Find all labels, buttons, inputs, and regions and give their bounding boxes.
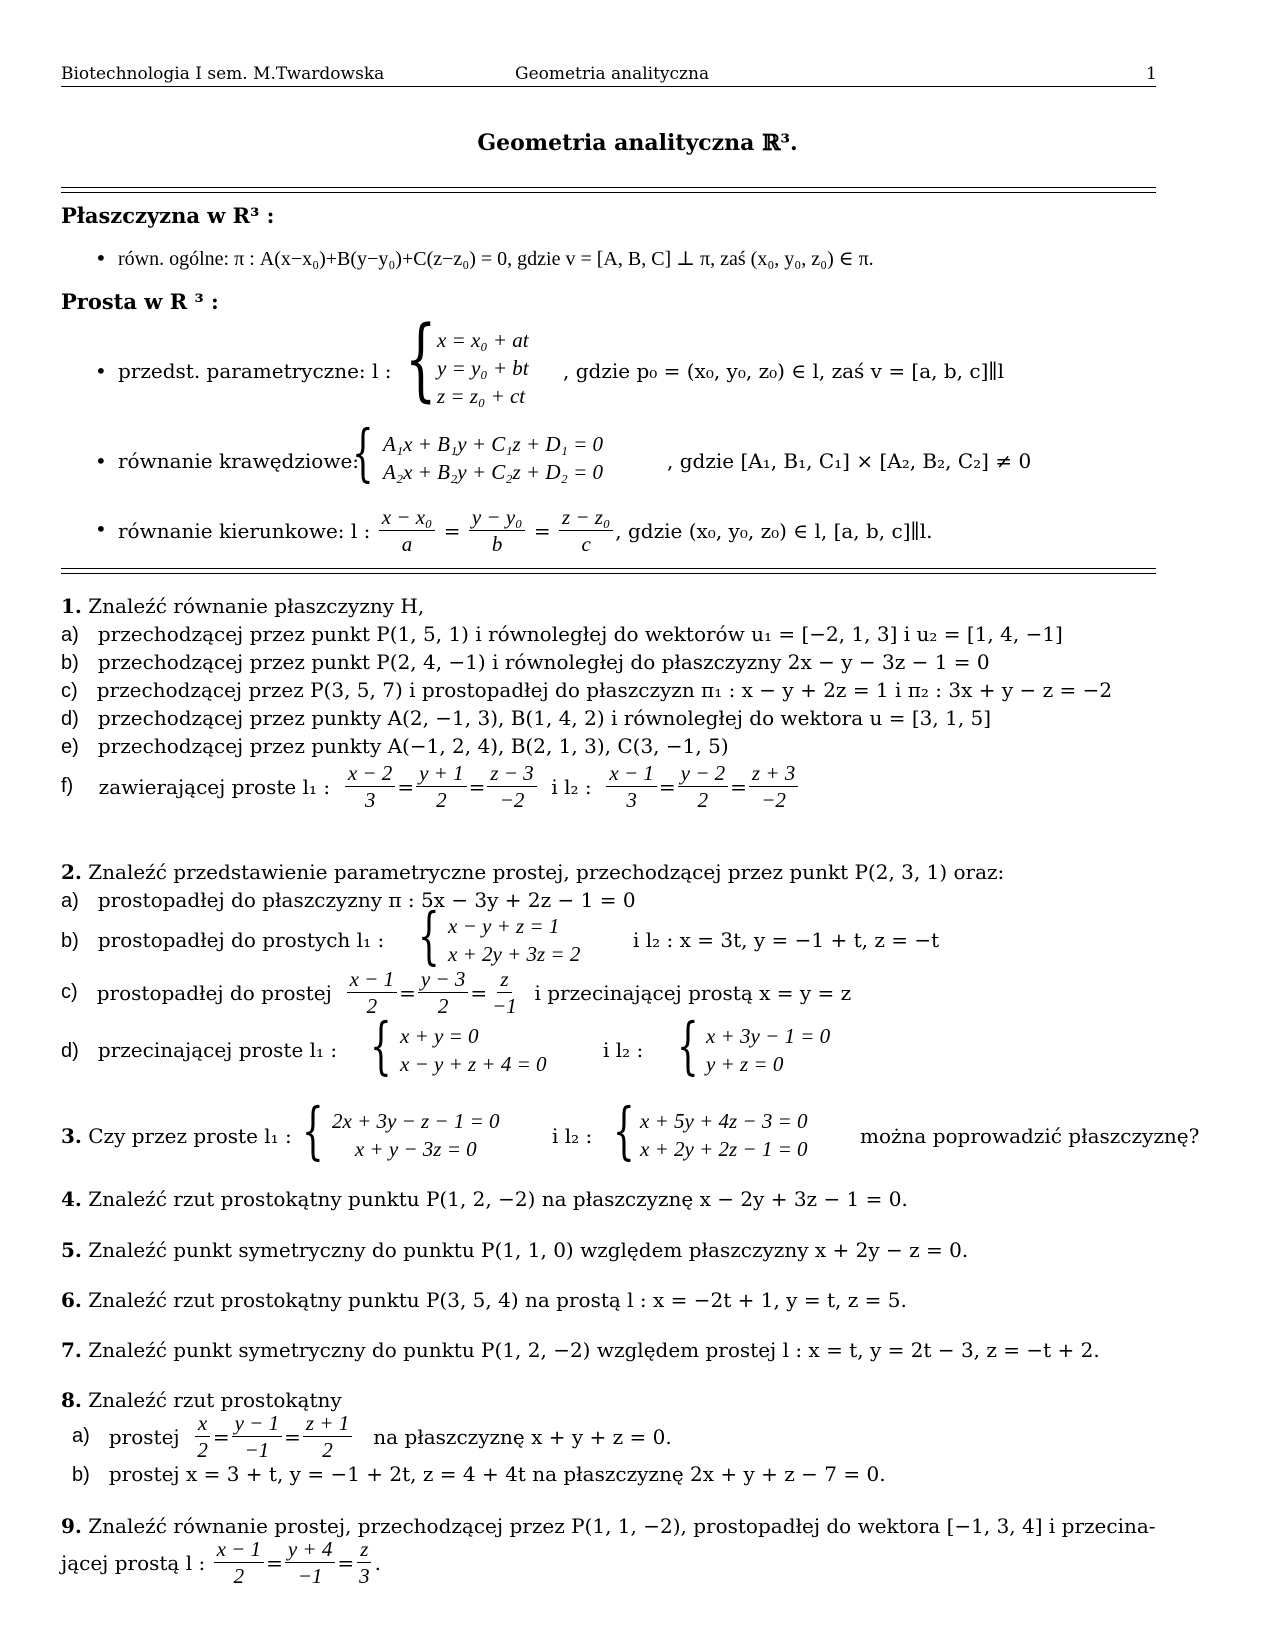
param-eq-y: y = y₀ + bt <box>437 356 529 380</box>
denominator: −1 <box>244 1438 270 1463</box>
dir-tail: , gdzie (x₀, y₀, z₀) ∈ l, [a, b, c]∥l. <box>615 518 933 543</box>
edge-system <box>383 430 603 486</box>
item-label: d) <box>61 708 79 730</box>
fraction <box>232 1411 283 1462</box>
problem-number: 7. <box>61 1338 82 1362</box>
item-text: prostopadłej do płaszczyzny π : 5x − 3y + 2z − 1 = 0 <box>97 888 636 912</box>
problem-text: Czy przez proste l₁ : <box>88 1124 292 1148</box>
header-left: Biotechnologia I sem. M.Twardowska <box>61 64 385 84</box>
numerator: y + 1 <box>416 761 467 787</box>
bullet-icon: • <box>95 246 107 270</box>
denominator: 3 <box>626 788 637 813</box>
item-label: c) <box>61 680 78 702</box>
dir-label: równanie kierunkowe: l : <box>118 518 371 543</box>
double-rule-mid <box>61 568 1156 569</box>
problem-text: Znaleźć równanie prostej, przechodzącej przez P(1, 1, −2), prostopadłej do wektora [−1, 3, 4] i przecina- <box>88 1514 1156 1538</box>
p1-f: f) zawierającej proste l₁ : $\frac{x - 2}{3}$ = $\frac{y + 1}{2}$ = $\frac{z - 3}{-2}$ i l₂ : $\frac{x - 1}{3}$ = $\frac{y - 2}{2}$ = $\frac{z + 3}{-2}$ <box>61 761 800 812</box>
problem-2-intro <box>61 860 1004 884</box>
item-text: przechodzącej przez punkt P(1, 5, 1) i równoległej do wektorów u₁ = [−2, 1, 3] i u₂ = [1, 4, −1] <box>97 622 1063 646</box>
item-label: b) <box>72 1464 90 1486</box>
denominator: −1 <box>297 1564 323 1589</box>
left-brace: { <box>370 1009 392 1082</box>
problem-text: Znaleźć rzut prostokątny punktu P(3, 5, 4) na prostą l : x = −2t + 1, y = t, z = 5. <box>88 1288 907 1312</box>
item-label: a) <box>61 624 79 646</box>
item-text: przechodzącej przez punkty A(2, −1, 3), B(1, 4, 2) i równoległej do wektora u = [3, 1, 5] <box>97 706 992 730</box>
fraction <box>416 761 467 812</box>
item-text: przechodzącej przez punkty A(−1, 2, 4), B(2, 1, 3), C(3, −1, 5) <box>97 734 729 758</box>
item-text: prostej <box>108 1424 180 1449</box>
denominator: a <box>401 532 413 557</box>
item-text: przechodzącej przez P(3, 5, 7) i prostopadłej do płaszczyzn π₁ : x − y + 2z = 1 i π₂ : 3x + y − z = −2 <box>96 678 1113 702</box>
p1-b <box>61 650 990 675</box>
item-text: na płaszczyznę x + y + z = 0. <box>373 1424 672 1449</box>
numerator: y − 1 <box>232 1411 283 1437</box>
p2-d-l2 <box>706 1022 830 1078</box>
param-label: przedst. parametryczne: l : <box>118 359 392 383</box>
numerator: x − 1 <box>214 1537 265 1563</box>
fraction <box>285 1537 336 1588</box>
problem-6 <box>61 1288 907 1312</box>
p3-l2 <box>640 1107 808 1163</box>
left-brace: { <box>302 1094 324 1167</box>
item-text: przecinającej proste l₁ : <box>97 1038 338 1062</box>
problem-number: 1. <box>61 594 82 618</box>
plane-heading: Płaszczyzna w R³ : <box>61 203 275 228</box>
item-label: d) <box>61 1040 79 1062</box>
edge-eq-1: A₁x + B₁y + C₁z + D₁ = 0 <box>383 432 604 456</box>
p8-a: a) prostej $\frac{x}{2}$ = $\frac{y - 1}{-1}$ = $\frac{z + 1}{2}$ na płaszczyznę x + y + z = 0. <box>72 1411 672 1463</box>
problem-number: 3. <box>61 1124 82 1148</box>
p2-d-and: i l₂ : <box>603 1038 644 1062</box>
numerator: y + 4 <box>285 1537 336 1563</box>
system-eq: x + y = 0 <box>400 1024 479 1048</box>
header-center: Geometria analityczna <box>515 64 710 84</box>
item-label: e) <box>61 736 79 758</box>
p8-b <box>72 1462 886 1487</box>
problem-7 <box>61 1338 1100 1362</box>
denominator: 3 <box>364 788 376 813</box>
left-brace: { <box>677 1009 699 1082</box>
p2-a <box>61 888 636 913</box>
bullet-icon: • <box>95 517 107 541</box>
system-eq: x + 5y + 4z − 3 = 0 <box>640 1109 808 1133</box>
problem-number: 5. <box>61 1238 82 1262</box>
denominator: 2 <box>322 1438 333 1463</box>
left-brace: { <box>352 416 374 489</box>
numerator: z + 3 <box>749 761 798 787</box>
problem-text: Znaleźć równanie płaszczyzny H, <box>88 594 425 618</box>
numerator: x − x₀ <box>379 505 436 531</box>
fraction <box>356 1537 373 1588</box>
p3-l1 <box>332 1107 500 1163</box>
left-brace: { <box>418 899 440 972</box>
left-brace: { <box>613 1094 635 1167</box>
edge-eq-2: A₂x + B₂y + C₂z + D₂ = 0 <box>383 460 604 484</box>
system-eq: x + y − 3z = 0 <box>354 1137 477 1161</box>
param-eq-x: x = x₀ + at <box>437 328 529 352</box>
edge-tail: , gdzie [A₁, B₁, C₁] × [A₂, B₂, C₂] ≠ 0 <box>667 449 1032 473</box>
p3-and: i l₂ : <box>552 1124 593 1148</box>
denominator: 2 <box>437 994 449 1019</box>
problem-text: Znaleźć przedstawienie parametryczne prostej, przechodzącej przez punkt P(2, 3, 1) oraz: <box>88 860 1005 884</box>
item-label: b) <box>61 652 79 674</box>
bullet-icon: • <box>95 449 107 473</box>
dir-frac-y <box>469 505 526 556</box>
numerator: z − z₀ <box>559 505 613 531</box>
problem-text: Znaleźć punkt symetryczny do punktu P(1, 1, 0) względem płaszczyzny x + 2y − z = 0. <box>88 1238 969 1262</box>
problem-9-line2: jącej prostą l : $\frac{x - 1}{2}$ = $\frac{y + 4}{-1}$ = $\frac{z}{3}$ . <box>61 1537 381 1589</box>
param-system <box>437 326 529 410</box>
fraction <box>749 761 798 812</box>
numerator: x <box>195 1411 210 1437</box>
dir-frac-x <box>379 505 436 556</box>
numerator: z − 3 <box>487 761 536 787</box>
denominator: 2 <box>233 1564 245 1589</box>
denominator: 2 <box>197 1438 208 1463</box>
p2-d-l1 <box>400 1022 547 1078</box>
plane-general-equation: równ. ogólne: π : A(x−x₀)+B(y−y₀)+C(z−z₀) = 0, gdzie v = [A, B, C] ⊥ π, zaś (x₀, y₀, z₀) ∈ π. <box>118 248 874 270</box>
fraction <box>606 761 657 812</box>
double-rule-top <box>61 187 1156 188</box>
p2-b-system <box>448 912 580 968</box>
problem-text: Znaleźć rzut prostokątny <box>88 1388 342 1412</box>
denominator: c <box>581 532 591 557</box>
fraction <box>214 1537 265 1588</box>
param-eq-z: z = z₀ + ct <box>437 384 526 408</box>
system-eq: x − y + z = 1 <box>448 914 560 938</box>
page-title: Geometria analityczna ℝ³. <box>477 130 798 156</box>
item-label: c) <box>61 981 78 1004</box>
problem-5 <box>61 1238 968 1262</box>
numerator: z <box>497 967 511 993</box>
p2-d <box>61 1038 337 1063</box>
system-eq: x + 2y + 2z − 1 = 0 <box>640 1137 808 1161</box>
denominator: −1 <box>492 994 517 1019</box>
numerator: y − y₀ <box>469 505 526 531</box>
problem-3-intro <box>61 1124 292 1148</box>
numerator: x − 1 <box>347 967 398 993</box>
problem-number: 8. <box>61 1388 82 1412</box>
item-label: b) <box>61 930 79 952</box>
denominator: 2 <box>697 788 709 813</box>
fraction <box>489 967 520 1018</box>
fraction <box>194 1411 211 1462</box>
item-text: i przecinającej prostą x = y = z <box>534 980 852 1005</box>
double-rule-mid-2 <box>61 573 1156 574</box>
denominator: −2 <box>761 788 786 813</box>
item-text: prostopadłej do prostych l₁ : <box>97 928 385 952</box>
numerator: x − 2 <box>345 761 396 787</box>
p1-a <box>61 622 1063 647</box>
line-heading: Prosta w R ³ : <box>61 289 219 314</box>
denominator: 2 <box>436 788 447 813</box>
system-eq: 2x + 3y − z − 1 = 0 <box>332 1109 500 1133</box>
left-brace: { <box>405 307 437 412</box>
header-rule <box>61 86 1156 87</box>
system-eq: x + 2y + 3z = 2 <box>448 942 581 966</box>
problem-number: 2. <box>61 860 82 884</box>
p2-c: c) prostopadłej do prostej $\frac{x - 1}{2}$ = $\frac{y - 3}{2}$ = $\frac{z}{-1}$ i przecinającej prostą x = y = z <box>61 967 852 1019</box>
numerator: x − 1 <box>606 761 657 787</box>
system-eq: x + 3y − 1 = 0 <box>706 1024 831 1048</box>
problem-number: 6. <box>61 1288 82 1312</box>
problem-9-line1 <box>61 1514 1156 1538</box>
numerator: z + 1 <box>303 1411 352 1437</box>
item-text: prostej x = 3 + t, y = −1 + 2t, z = 4 + 4t na płaszczyznę 2x + y + z − 7 = 0. <box>108 1462 886 1486</box>
problem-number: 9. <box>61 1514 82 1538</box>
header-page-number: 1 <box>1146 64 1157 84</box>
problem-4 <box>61 1187 908 1211</box>
system-eq: y + z = 0 <box>706 1052 784 1076</box>
p2-b <box>61 928 384 953</box>
denominator: 2 <box>366 994 378 1019</box>
p1-d <box>61 706 991 731</box>
dir-frac-z <box>559 505 613 556</box>
item-label: a) <box>72 1425 90 1448</box>
param-tail: , gdzie p₀ = (x₀, y₀, z₀) ∈ l, zaś v = [a, b, c]∥l <box>563 359 1005 383</box>
problem-8-intro <box>61 1388 342 1412</box>
item-text: zawierającej proste l₁ : <box>98 774 331 799</box>
problem-text: Znaleźć punkt symetryczny do punktu P(1, 2, −2) względem prostej l : x = t, y = 2t − 3, z = −t + 2. <box>88 1338 1100 1362</box>
problem-text: jącej prostą l : <box>61 1550 206 1575</box>
numerator: y − 3 <box>418 967 469 993</box>
fraction <box>345 761 396 812</box>
item-text: prostopadłej do prostej <box>96 980 332 1005</box>
dir-equation: równanie kierunkowe: l : $\frac{\text{x − x₀}}{a}$ = $\frac{\text{y − y₀}}{b}$ = $\frac{\text{z − z₀}}{c}$ , gdzie (x₀, y₀, z₀) ∈ l, [a, b, c]∥l. <box>118 505 933 557</box>
denominator: b <box>491 532 503 557</box>
item-label: f) <box>61 775 74 798</box>
fraction <box>487 761 536 812</box>
item-text: i l₂ : <box>551 774 592 799</box>
fraction <box>303 1411 352 1462</box>
denominator: 3 <box>359 1564 370 1589</box>
fraction <box>418 967 469 1018</box>
p1-e <box>61 734 729 759</box>
p2-b-tail: i l₂ : x = 3t, y = −1 + t, z = −t <box>633 928 940 952</box>
system-eq: x − y + z + 4 = 0 <box>400 1052 547 1076</box>
problem-1-intro <box>61 594 424 618</box>
edge-label: równanie krawędziowe: <box>118 449 360 473</box>
period: . <box>374 1550 381 1575</box>
numerator: y − 2 <box>678 761 729 787</box>
problem-number: 4. <box>61 1187 82 1211</box>
fraction <box>678 761 729 812</box>
double-rule-top-2 <box>61 192 1156 193</box>
numerator: z <box>357 1537 371 1563</box>
denominator: −2 <box>499 788 525 813</box>
problem-text: Znaleźć rzut prostokątny punktu P(1, 2, −2) na płaszczyznę x − 2y + 3z − 1 = 0. <box>88 1187 908 1211</box>
item-label: a) <box>61 890 79 912</box>
p1-c <box>61 678 1112 703</box>
item-text: przechodzącej przez punkt P(2, 4, −1) i równoległej do płaszczyzny 2x − y − 3z − 1 = 0 <box>97 650 990 674</box>
bullet-icon: • <box>95 359 107 383</box>
p3-tail: można poprowadzić płaszczyznę? <box>860 1124 1200 1148</box>
